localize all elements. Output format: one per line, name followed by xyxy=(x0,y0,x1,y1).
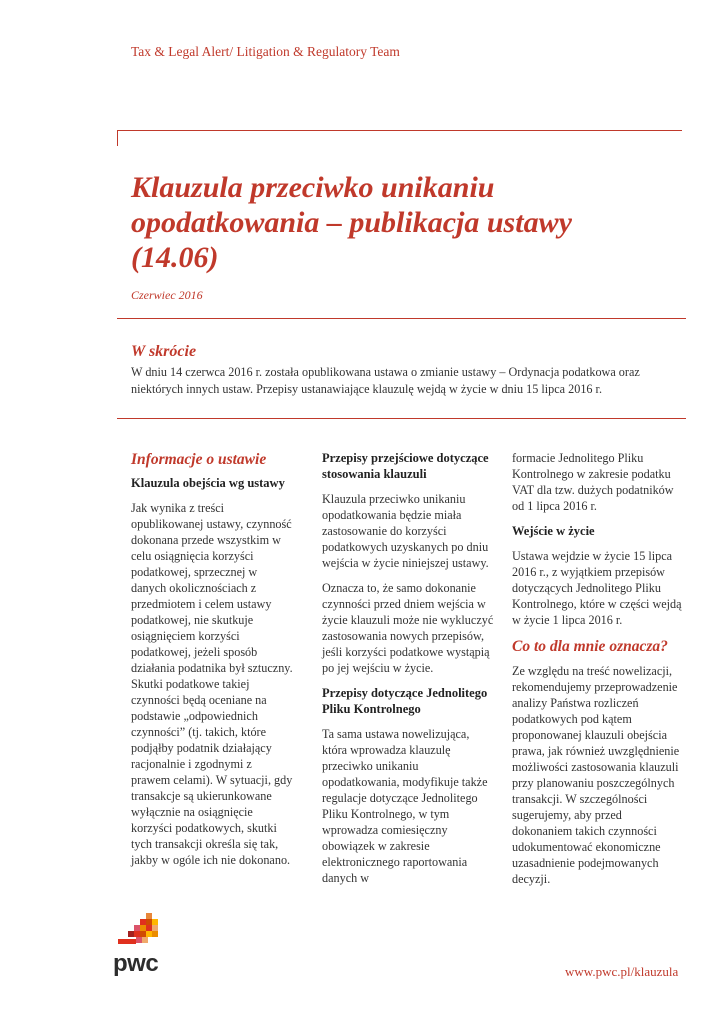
paragraph-przejsciowe-2: Oznacza to, że samo dokonanie czynności przed dniem wejścia w życie klauzuli może nie wykluczyć zastosowania nowych przepisów, jeśli korzyści podatkowe wystąpią po jej wejściu w życie. xyxy=(322,581,494,675)
header-team: Tax & Legal Alert/ Litigation & Regulatory Team xyxy=(131,44,400,59)
divider-top xyxy=(117,318,686,319)
paragraph-wejscie: Ustawa wejdzie w życie 15 lipca 2016 r., z wyjątkiem przepisów dotyczących Jednolitego Pliku Kontrolnego, które w części wejdą w życie 1 lipca 2016 r. xyxy=(512,549,682,627)
publication-date: Czerwiec 2016 xyxy=(131,288,203,302)
paragraph-rekomendacje: Ze względu na treść nowelizacji, rekomendujemy przeprowadzenie analizy Państwa rozliczeń podatkowych pod kątem proponowanej klauzuli obejścia prawa, jak również uwzględnienie możliwości zastosowania klauzuli przy planowaniu poszczególnych transakcji. W szczególności sugerujemy, aby przed dokonaniem takich czynności udokumentować ekonomiczne uzasadnienie podejmowanych decyzji. xyxy=(512,664,680,886)
summary-heading: W skrócie xyxy=(131,343,197,360)
column-1 xyxy=(131,450,293,877)
subheading-przepisy-przejsciowe: Przepisy przejściowe dotyczące stosowania klauzuli xyxy=(322,451,489,481)
page-title: Klauzula przeciwko unikaniu opodatkowania – publikacja ustawy (14.06) xyxy=(131,171,572,274)
subheading-jpk: Przepisy dotyczące Jednolitego Pliku Kontrolnego xyxy=(322,686,488,716)
title-bracket-top xyxy=(117,130,682,131)
summary-body: W dniu 14 czerwca 2016 r. została opublikowana ustawa o zmianie ustawy – Ordynacja podatkowa oraz niektórych innych ustaw. Przepisy ustanawiające klauzulę wejdą w życie w dniu 15 lipca 2016 r. xyxy=(131,365,640,396)
section-heading-co-to-oznacza: Co to dla mnie oznacza? xyxy=(512,638,668,655)
column-3 xyxy=(512,450,684,896)
paragraph-jpk: Ta sama ustawa nowelizująca, która wprowadza klauzulę przeciwko unikaniu opodatkowania, modyfikuje także regulacje dotyczące Jednolitego Pliku Kontrolnego, w tym wprowadza comiesięczny obowiązek w zakresie elektronicznego raportowania danych w xyxy=(322,727,488,885)
paragraph-przejsciowe-1: Klauzula przeciwko unikaniu opodatkowania będzie miała zastosowanie do korzyści podatkowych uzyskanych po dniu wejścia w życie niniejszej ustawy. xyxy=(322,492,489,570)
section-heading-informacje: Informacje o ustawie xyxy=(131,451,267,468)
paragraph-klauzula: Jak wynika z treści opublikowanej ustawy, czynność dokonana przede wszystkim w celu osiągnięcia korzyści podatkowej, sprzecznej w danych okolicznościach z przedmiotem i celem ustawy podatkowej, nie skutkuje osiągnięciem korzyści podatkowej, jeżeli sposób działania podatnika był sztuczny. Skutki podatkowe takiej czynności będą oceniane na podstawie „odpowiednich czynności” (tj. takich, które podjąłby podatnik działający racjonalnie i zgodnymi z prawem celami). W sytuacji, gdy transakcje są ukierunkowane wyłącznie na osiągnięcie korzyści podatkowych, skutki tych transakcji określa się tak, jakby w ogóle ich nie dokonano. xyxy=(131,501,293,867)
paragraph-jpk-continued: formacie Jednolitego Pliku Kontrolnego w zakresie podatku VAT dla tzw. dużych podatników od 1 lipca 2016 r. xyxy=(512,451,674,513)
footer-link-klauzula[interactable]: www.pwc.pl/klauzula xyxy=(565,964,679,979)
column-2 xyxy=(322,450,494,895)
title-bracket-left xyxy=(117,130,118,146)
divider-summary xyxy=(117,418,686,419)
pwc-logo-text: pwc xyxy=(113,950,159,977)
subheading-wejscie: Wejście w życie xyxy=(512,524,595,538)
pwc-logo-mark xyxy=(112,913,158,947)
subheading-klauzula: Klauzula obejścia wg ustawy xyxy=(131,476,285,490)
